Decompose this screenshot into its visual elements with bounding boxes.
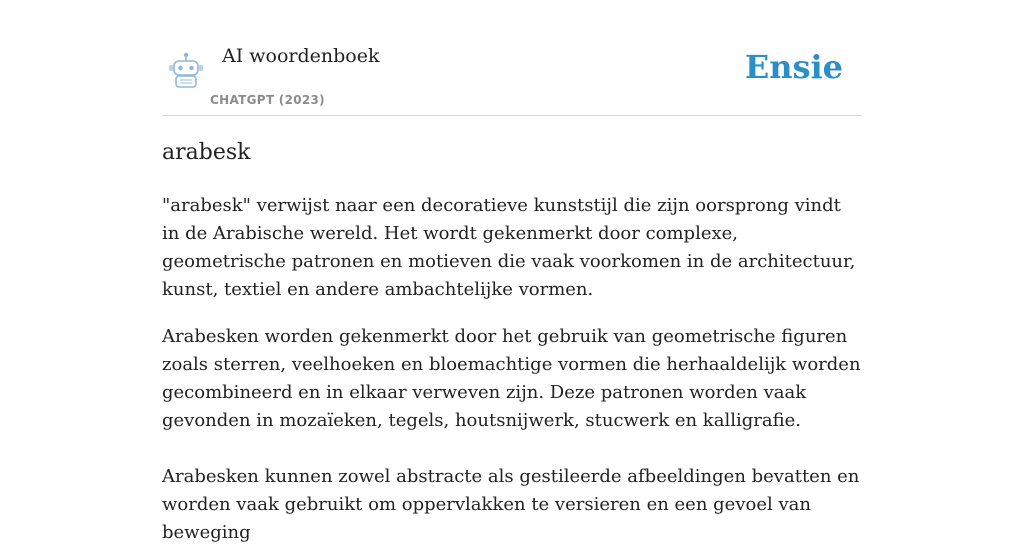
dictionary-title: AI woordenboek xyxy=(222,45,380,67)
definition-paragraph-3: Arabesken kunnen zowel abstracte als gestileerde afbeeldingen bevatten en worden vaak gebruikt om oppervlakken te versieren en een gevoel van beweging xyxy=(162,466,860,543)
definition-paragraph-1: "arabesk" verwijst naar een decoratieve kunststijl die zijn oorsprong vindt in de Arabische wereld. Het wordt gekenmerkt door complexe, geometrische patronen en motieven die vaak voorkomen in de architectuur, kunst, textiel en andere ambachtelijke vormen. xyxy=(162,195,856,300)
dictionary-source: CHATGPT (2023) xyxy=(210,93,325,107)
ensie-logo[interactable]: Ensie xyxy=(744,48,843,86)
definition-paragraph-2: Arabesken worden gekenmerkt door het gebruik van geometrische figuren zoals sterren, veelhoeken en bloemachtige vormen die herhaaldelijk worden gecombineerd en in elkaar verweven zijn. Deze patronen worden vaak gevonden in mozaïeken, tegels, houtsnijwerk, stucwerk en kalligrafie. xyxy=(162,326,861,431)
header xyxy=(162,0,862,116)
robot-icon xyxy=(166,51,206,91)
entry-term: arabesk xyxy=(162,140,251,165)
page-container xyxy=(162,0,862,543)
